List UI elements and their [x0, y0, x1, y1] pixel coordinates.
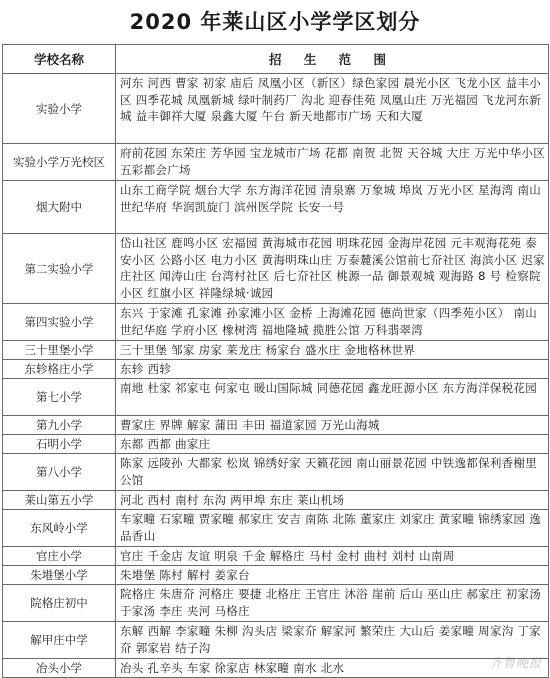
school-name: 第八小学	[3, 454, 116, 491]
table-row	[3, 585, 549, 622]
school-areas: 院格庄 朱唐夼 河格庄 要捷 北格庄 王官庄 沐浴 崖前 后山 巫山庄 郝家庄 初家汤 于家汤 李庄 夹河 马格庄	[116, 585, 549, 622]
page-title: 2020 年莱山区小学学区划分	[129, 10, 421, 34]
school-areas: 东轸 西轸	[116, 360, 549, 379]
school-name: 第四实验小学	[3, 304, 116, 341]
table-row	[3, 566, 549, 585]
school-name: 实验小学万光校区	[3, 144, 116, 181]
table-row	[3, 74, 549, 144]
school-areas: 府前花园 东荣庄 芳华园 宝龙城市广场 花都 南贺 北贺 天谷城 大庄 万光中华小区 五彩都会广场	[116, 144, 549, 181]
school-name: 第九小学	[3, 416, 116, 435]
school-name: 第七小学	[3, 379, 116, 416]
school-areas: 三十里堡 邹家 房家 莱龙庄 杨家台 盛水庄 金地格林世界	[116, 341, 549, 360]
table-row	[3, 234, 549, 304]
school-name: 实验小学	[3, 74, 116, 144]
school-areas: 陈家 远陵孙 大都家 松岚 锦绣好家 天籁花园 南山丽景花园 中铁逸都保利香榭里公馆	[116, 454, 549, 491]
table-row	[3, 360, 549, 379]
school-areas: 东兴 于家滩 孔家滩 孙家滩小区 金桥 上海滩花园 德尚世家（四季苑小区） 南山世纪华庭 学府小区 橡树湾 福地隆城 揽胜公馆 万科翡翠湾	[116, 304, 549, 341]
table-row	[3, 304, 549, 341]
table-row	[3, 435, 549, 454]
school-areas: 东解 西解 李家疃 朱柳 沟头店 梁家夼 解家河 繁荣庄 大山后 姜家疃 周家沟 丁家夼 郭家岩 结子沟	[116, 622, 549, 659]
school-name: 东风岭小学	[3, 510, 116, 547]
school-name: 莱山第五小学	[3, 491, 116, 510]
school-areas: 东都 西都 曲家庄	[116, 435, 549, 454]
table-row	[3, 491, 549, 510]
school-name: 石明小学	[3, 435, 116, 454]
header-admission-range: 招 生 范 围	[116, 45, 549, 74]
school-name: 烟大附中	[3, 181, 116, 234]
table-row	[3, 181, 549, 234]
table-row	[3, 622, 549, 659]
school-district-table	[2, 44, 549, 678]
newspaper-watermark: 齐鲁晚报	[489, 656, 542, 670]
school-areas: 冶头 孔辛头 车家 徐家店 林家疃 南水 北水	[116, 659, 549, 678]
school-areas: 车家疃 石家疃 贾家疃 郝家庄 安吉 南陈 北陈 董家庄 刘家庄 黄家疃 锦绣家园 逸品香山	[116, 510, 549, 547]
table-row	[3, 416, 549, 435]
table-row	[3, 454, 549, 491]
school-areas: 曹家庄 界牌 解家 蒲田 丰田 福道家园 万光山海城	[116, 416, 549, 435]
table-row	[3, 341, 549, 360]
table-row	[3, 379, 549, 416]
school-name: 院格庄初中	[3, 585, 116, 622]
header-school-name: 学校名称	[3, 45, 116, 74]
school-name: 冶头小学	[3, 659, 116, 678]
school-name: 解甲庄中学	[3, 622, 116, 659]
table-row	[3, 547, 549, 566]
school-name: 东轸格庄小学	[3, 360, 116, 379]
school-areas: 山东工商学院 烟台大学 东方海洋花园 清泉寨 万象城 埠岚 万光小区 星海湾 南山世纪华府 华润凯旋门 滨州医学院 长安一号	[116, 181, 549, 234]
school-name: 第二实验小学	[3, 234, 116, 304]
table-row	[3, 144, 549, 181]
school-name: 三十里堡小学	[3, 341, 116, 360]
school-name: 官庄小学	[3, 547, 116, 566]
school-areas: 朱塂堡 陈村 解村 姜家台	[116, 566, 549, 585]
table-row	[3, 659, 549, 678]
table-row	[3, 510, 549, 547]
school-areas: 官庄 千金店 友谊 明泉 千金 解格庄 马村 金村 曲村 刘村 山南周	[116, 547, 549, 566]
school-areas: 河北 西村 南村 东沟 两甲埠 东庄 莱山机场	[116, 491, 549, 510]
school-areas: 南地 杜家 祁家屯 何家屯 暖山国际城 同德花园 鑫龙旺源小区 东方海洋保税花园	[116, 379, 549, 416]
school-areas: 河东 河西 曹家 初家 庙后 凤凰小区（新区）绿色家园 晨光小区 飞龙小区 益丰小区 四季花城 凤凰新城 绿叶制药厂 沟北 迎春佳苑 凤凰山庄 万光福园 飞龙河东新城 益丰御祥大厦 泉鑫大厦 午台 新天地都市广场 天和大厦	[116, 74, 549, 144]
school-areas: 岱山社区 鹿鸣小区 宏福园 黄海城市花园 明珠花园 金海岸花园 元丰观海花苑 泰安小区 公路小区 电力小区 黄海明珠山庄 万泰麓溪公馆前七夼社区 海滨小区 迟家庄社区 闻涛山庄 台湾村社区 后七夼社区 桃源一品 御景观城 观海路 8 号 检察院小区 红旗小区 祥隆绿城·诚园	[116, 234, 549, 304]
school-name: 朱塂堡小学	[3, 566, 116, 585]
table-header-row	[3, 45, 549, 74]
